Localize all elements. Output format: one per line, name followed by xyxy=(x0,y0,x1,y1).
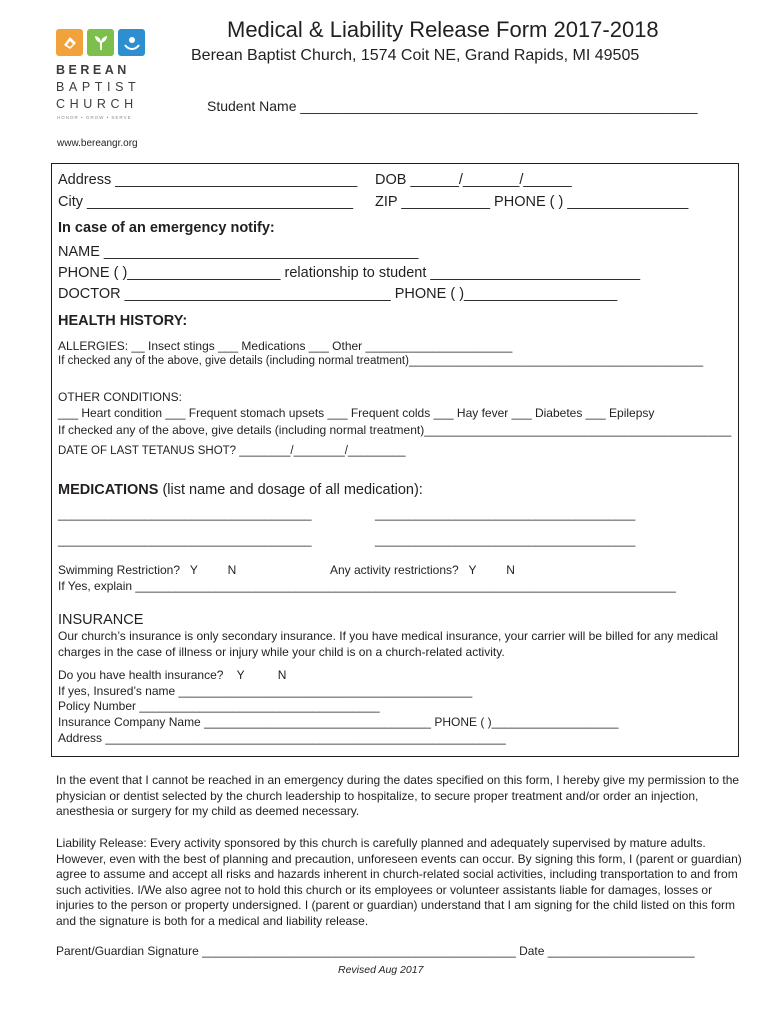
other-conditions-list[interactable]: ___ Heart condition ___ Frequent stomach upsets ___ Frequent colds ___ Hay fever ___ Diabetes ___ Epilepsy xyxy=(58,406,655,420)
medication-line-2-left[interactable]: ______________________________________ xyxy=(58,533,312,547)
church-logo-icons xyxy=(56,29,145,56)
insurance-heading: INSURANCE xyxy=(58,612,144,628)
insurance-paragraph: Our church’s insurance is only secondary insurance. If you have medical insurance, your carrier will be billed for any medical charges in the case of illness or injury while your child is on a church-related activity. xyxy=(58,629,719,659)
sprout-icon xyxy=(87,29,114,56)
revised-date: Revised Aug 2017 xyxy=(338,964,424,976)
hands-icon xyxy=(56,29,83,56)
swimming-restriction-field[interactable]: Swimming Restriction? Y N xyxy=(58,563,237,577)
medication-line-1-left[interactable]: ______________________________________ xyxy=(58,507,312,521)
emergency-name-field[interactable]: NAME _______________________________________ xyxy=(58,244,419,260)
medications-heading xyxy=(58,482,423,498)
insured-name-field[interactable]: If yes, Insured’s name ____________________________________________ xyxy=(58,684,473,698)
student-name-field[interactable]: Student Name ___________________________________________________ xyxy=(207,98,698,114)
insurance-company-field[interactable]: Insurance Company Name __________________________________ PHONE ( )___________________ xyxy=(58,715,619,729)
activity-restriction-field[interactable]: Any activity restrictions? Y N xyxy=(330,563,515,577)
dob-field[interactable]: DOB ______/_______/______ xyxy=(375,172,572,188)
signature-date-field[interactable]: Parent/Guardian Signature _______________________________________________ Date ______________________ xyxy=(56,944,695,958)
doctor-field[interactable]: DOCTOR _________________________________ PHONE ( )___________________ xyxy=(58,286,618,302)
emergency-phone-relationship-field[interactable]: PHONE ( )___________________ relationship to student __________________________ xyxy=(58,265,641,281)
medication-line-1-right[interactable]: _______________________________________ xyxy=(375,507,636,521)
medications-heading-note: (list name and dosage of all medication): xyxy=(158,482,423,498)
restriction-explain-field[interactable]: If Yes, explain _________________________________________________________________________________ xyxy=(58,579,676,593)
health-insurance-question[interactable]: Do you have health insurance? Y N xyxy=(58,668,287,682)
other-conditions-heading: OTHER CONDITIONS: xyxy=(58,390,183,404)
serving-hands-icon xyxy=(118,29,145,56)
other-conditions-details-field[interactable]: If checked any of the above, give details (including normal treatment)______________________________________________ xyxy=(58,423,732,437)
consent-paragraph: In the event that I cannot be reached in an emergency during the dates specified on this form, I hereby give my permission to the physician or dentist selected by the church leadership to hospitalize, to secure proper treatment and/or order an injection, anesthesia or surgery for my child as deemed necessary. xyxy=(56,773,740,818)
zip-phone-field[interactable]: ZIP ___________ PHONE ( ) _______________ xyxy=(375,194,689,210)
allergies-field[interactable]: ALLERGIES: __ Insect stings ___ Medications ___ Other ______________________ xyxy=(58,339,513,353)
policy-number-field[interactable]: Policy Number ____________________________________ xyxy=(58,699,380,713)
emergency-heading: In case of an emergency notify: xyxy=(58,220,275,236)
insurance-address-field[interactable]: Address ____________________________________________________________ xyxy=(58,731,506,745)
medications-heading-bold: MEDICATIONS xyxy=(58,482,159,498)
logo-word-baptist: BAPTIST xyxy=(56,80,141,94)
medication-line-2-right[interactable]: _______________________________________ xyxy=(375,533,636,547)
church-address: Berean Baptist Church, 1574 Coit NE, Grand Rapids, MI 49505 xyxy=(191,47,640,64)
health-history-heading: HEALTH HISTORY: xyxy=(58,313,188,329)
logo-word-church: CHURCH xyxy=(56,97,138,111)
logo-tagline: HONOR • GROW • SERVE xyxy=(57,115,132,120)
city-field[interactable]: City _________________________________ xyxy=(58,194,354,210)
logo-word-berean: BEREAN xyxy=(56,63,130,77)
tetanus-field[interactable]: DATE OF LAST TETANUS SHOT? ________/________/_________ xyxy=(58,445,406,457)
website-link[interactable]: www.bereangr.org xyxy=(57,138,138,149)
address-field[interactable]: Address ______________________________ xyxy=(58,172,358,188)
allergies-details-field[interactable]: If checked any of the above, give details (including normal treatment)______________________________________________ xyxy=(58,355,704,367)
form-title: Medical & Liability Release Form 2017-2018 xyxy=(227,17,659,42)
liability-paragraph: Liability Release: Every activity sponsored by this church is carefully planned and adequately supervised by mature adults. However, even with the best of planning and precaution, unforeseen events can occur. By signing this form, I (parent or guardian) agree to assume and accept all risks and hazards inherent in church-related social activities, including transportation to and from such activities. I/We also agree not to hold this church or its employees or volunteer assistants liable for damages, losses or injuries to the person or property undersigned. I (parent or guardian) understand that I am signing for the child listed on this form and the signature is both for a medical and liability release. xyxy=(56,836,742,928)
